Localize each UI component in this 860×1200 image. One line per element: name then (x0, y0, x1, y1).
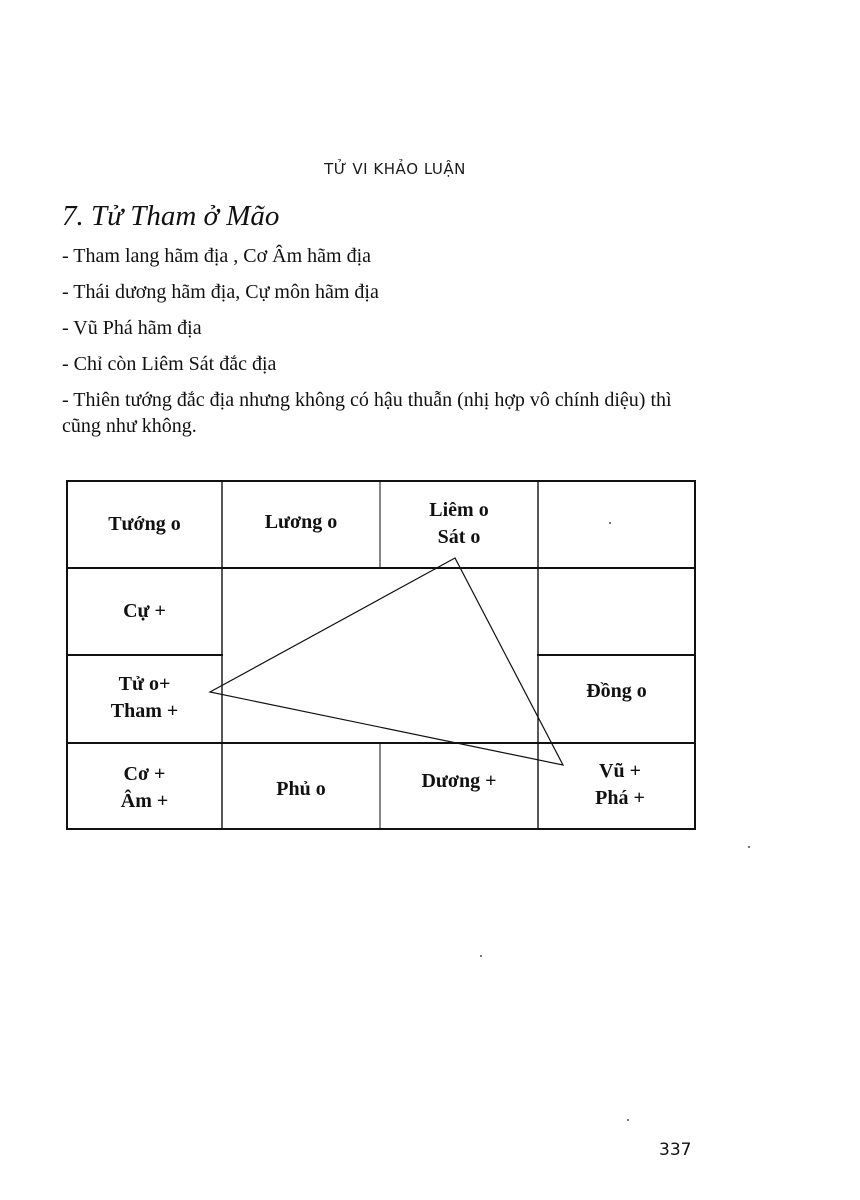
cell-luong: Lương o (264, 511, 338, 533)
scan-speck (480, 955, 482, 957)
bullet-item: - Tham lang hãm địa , Cơ Âm hãm địa (62, 245, 372, 267)
cell-duong: Dương + (421, 770, 497, 792)
scan-speck (627, 1119, 629, 1121)
cell-co-am: Cơ + Âm + (120, 763, 169, 812)
cell-liem-sat: Liêm o Sát o (429, 499, 489, 548)
cell-tuong: Tướng o (108, 513, 181, 535)
section-title: 7. Tử Tham ở Mão (62, 200, 280, 232)
triangle-aspect-lines (210, 558, 563, 765)
page-number: 337 (659, 1140, 692, 1160)
cell-phu: Phủ o (276, 778, 326, 800)
cell-vu-pha: Vũ + Phá + (595, 760, 645, 809)
scan-speck (748, 846, 750, 848)
scan-speck (609, 522, 611, 524)
bullet-item: - Thái dương hãm địa, Cự môn hãm địa (62, 281, 379, 303)
cell-cu: Cự + (123, 600, 166, 622)
running-head: TỬ VI KHẢO LUẬN (324, 160, 466, 178)
bullet-item: - Vũ Phá hãm địa (62, 317, 202, 339)
cell-dong: Đồng o (586, 680, 647, 702)
bullet-item: - Chỉ còn Liêm Sát đắc địa (62, 353, 277, 375)
cell-tu-tham: Tử o+ Tham + (110, 673, 179, 722)
bullet-item: - Thiên tướng đắc địa nhưng không có hậu thuẫn (nhị hợp vô chính diệu) thì cũng như không. (62, 389, 672, 437)
